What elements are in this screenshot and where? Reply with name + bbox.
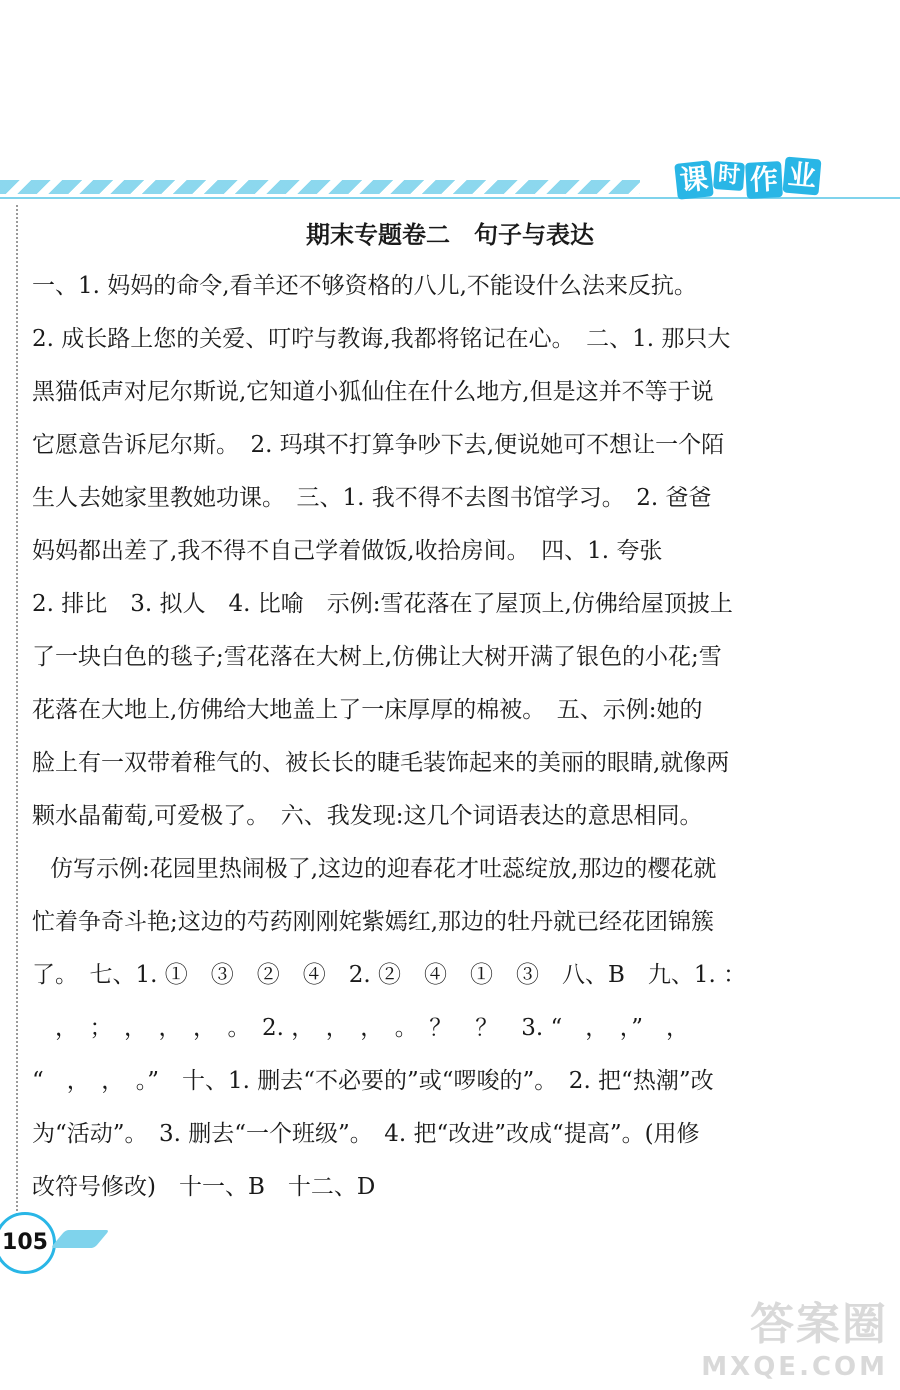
header-stripe-band [0, 180, 640, 194]
text-line: 了。 七、1. ① ③ ② ④ 2. ② ④ ① ③ 八、B 九、1. ： [32, 962, 747, 988]
text-line: 生人去她家里教她功课。 三、1. 我不得不去图书馆学习。 2. 爸爸 [32, 485, 712, 511]
logo-char: 时 [713, 161, 745, 191]
text-line: 脸上有一双带着稚气的、被长长的睫毛装饰起来的美丽的眼睛,就像两 [32, 750, 730, 776]
text-line: “ ， ， 。” 十、1. 删去“不必要的”或“啰唆的”。 2. 把“热潮”改 [32, 1068, 714, 1094]
text-line: 一、1. 妈妈的命令,看羊还不够资格的八儿,不能设什么法来反抗。 [32, 273, 697, 299]
text-line: 2. 成长路上您的关爱、叮咛与教诲,我都将铭记在心。 二、1. 那只大 [32, 326, 731, 352]
text-line: 了一块白色的毯子;雪花落在大树上,仿佛让大树开满了银色的小花;雪 [32, 644, 722, 670]
text-line: ， ； ， ， ， 。 2. ， ， ， 。 ？ ？ 3. “ ， ，” ， [32, 1015, 690, 1041]
left-margin-rule [16, 205, 18, 1215]
text-line: 黑猫低声对尼尔斯说,它知道小狐仙住在什么地方,但是这并不等于说 [32, 379, 714, 405]
page-title: 期末专题卷二 句子与表达 [306, 221, 594, 249]
page-number-badge: 105 [0, 1212, 56, 1274]
page-number-decoration [50, 1230, 109, 1248]
watermark-logo-text: 答案圈 [750, 1299, 888, 1350]
text-line: 妈妈都出差了,我不得不自己学着做饭,收拾房间。 四、1. 夸张 [32, 538, 663, 564]
text-line: 忙着争奇斗艳;这边的芍药刚刚姹紫嫣红,那边的牡丹就已经花团锦簇 [32, 909, 715, 935]
text-line: 改符号修改) 十一、B 十二、D [32, 1174, 376, 1200]
logo-char: 作 [745, 161, 783, 199]
text-line: 颗水晶葡萄,可爱极了。 六、我发现:这几个词语表达的意思相同。 [32, 803, 703, 829]
text-line: 为“活动”。 3. 删去“一个班级”。 4. 把“改进”改成“提高”。(用修 [32, 1121, 700, 1147]
watermark [701, 1288, 888, 1382]
text-line: 它愿意告诉尼尔斯。 2. 玛琪不打算争吵下去,便说她可不想让一个陌 [32, 432, 725, 458]
series-logo [676, 158, 820, 198]
answer-text-body [32, 260, 822, 1214]
logo-char: 课 [674, 160, 714, 200]
text-line-indented [32, 843, 822, 896]
text-line: 花落在大地上,仿佛给大地盖上了一床厚厚的棉被。 五、示例:她的 [32, 697, 703, 723]
text-line-content: 仿写示例:花园里热闹极了,这边的迎春花才吐蕊绽放,那边的樱花就 [50, 856, 717, 882]
logo-char: 业 [782, 156, 821, 195]
watermark-url: MXQE.COM [701, 1352, 888, 1382]
text-line: 2. 排比 3. 拟人 4. 比喻 示例:雪花落在了屋顶上,仿佛给屋顶披上 [32, 591, 733, 617]
